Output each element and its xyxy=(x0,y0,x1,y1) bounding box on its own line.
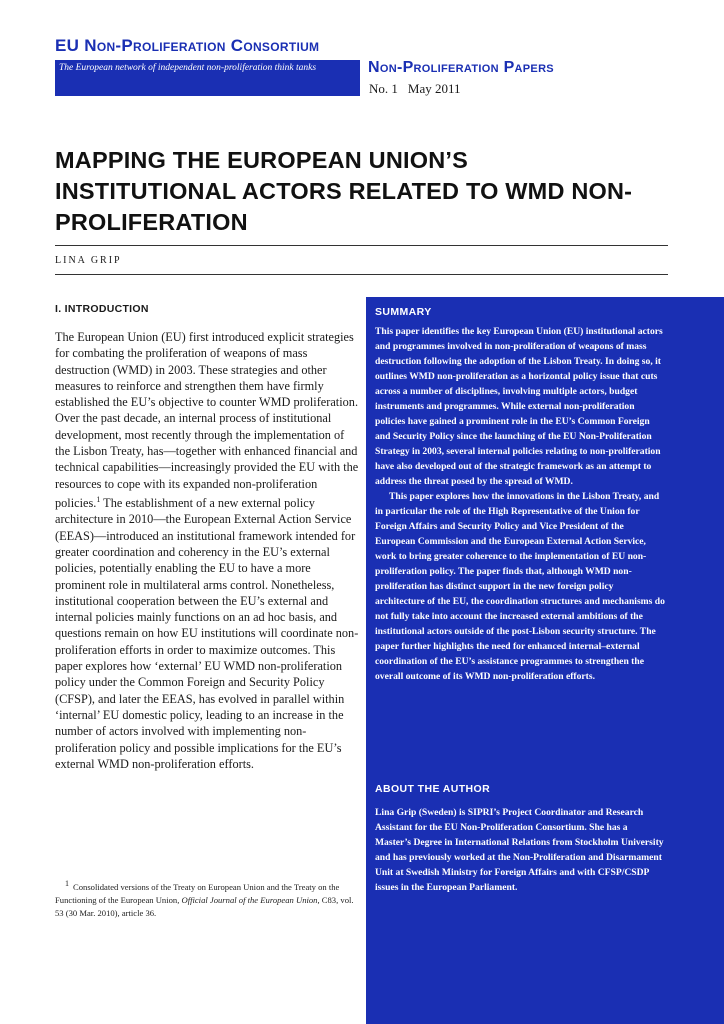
footnote-journal: Official Journal of the European Union xyxy=(181,895,318,905)
author-name: LINA GRIP xyxy=(55,255,122,266)
summary-heading: SUMMARY xyxy=(375,306,432,318)
paper-title: MAPPING THE EUROPEAN UNION’S INSTITUTIONAL ACTORS RELATED TO WMD NON-PROLIFERATION xyxy=(55,147,633,235)
issue-info xyxy=(369,81,461,97)
footnote-text-part2: , C83, vol. 53 (30 Mar. 2010), article 36. xyxy=(55,895,354,918)
summary-body xyxy=(375,324,665,684)
summary-paragraph-1: This paper identifies the key European Union (EU) institutional actors and programmes involved in non-proliferation of weapons of mass destruction following the adoption of the Lisbon Treaty. In doing so, it outlines WMD non-proliferation as a horizontal policy issue that cuts across a number of disciplines, involving multiple actors, budget instruments and programmes. While external non-proliferation policies have gained a prominent role in the EU’s Common Foreign and Security Policy since the launching of the EU Non-Proliferation Strategy in 2003, several internal policies relating to non-proliferation have also developed out of the strategic framework as an attempt to address the threat posed by the spread of WMD. xyxy=(375,326,663,487)
footnote-mark: 1 xyxy=(65,879,69,889)
about-author-heading: ABOUT THE AUTHOR xyxy=(375,783,491,795)
summary-paragraph-2: This paper explores how the innovations in the Lisbon Treaty, and in particular the role of the High Representative of the Union for Foreign Affairs and Security Policy and Vice President of the European Commission and the European External Action Service, work to bring greater coherence to the implementation of EU non-proliferation policy. The paper finds that, although WMD non-proliferation has distinct support in the new foreign policy architecture of the EU, the coordination structures and mechanisms do not fully take into account the increased external ambitions of the institutional actors outside of the post-Lisbon security structure. The paper further highlights the need for enhanced internal–external coordination of the EU’s assistance programmes to strengthen the overall outcome of its WMD non-proliferation efforts. xyxy=(375,491,665,682)
title-rule-bottom xyxy=(55,274,668,275)
issue-number: No. 1 xyxy=(369,81,398,96)
title-rule-top xyxy=(55,245,668,246)
introduction-text-part1: The European Union (EU) first introduced explicit strategies for combating the proliferation of weapons of mass destruction (WMD) in 2003. These strategies and other measures to reinforce and strengthen them have firmly established the EU’s objective to counter WMD proliferation. Over the past decade, an internal process of institutional development, most recently through the implementation of the Lisbon Treaty, has—together with enhanced financial and technical capabilities—increasingly provided the EU with the resources to cope with its expanded non-proliferation policies. xyxy=(55,330,359,511)
summary-panel xyxy=(366,297,724,1024)
series-title: Non-Proliferation Papers xyxy=(368,59,554,76)
consortium-name: EU Non-Proliferation Consortium xyxy=(55,36,320,55)
tagline-banner xyxy=(55,60,360,96)
footnote xyxy=(55,881,360,920)
about-author-body xyxy=(375,805,665,895)
footnote-reference[interactable]: 1 xyxy=(96,494,101,504)
about-author-text: Lina Grip (Sweden) is SIPRI’s Project Coordinator and Research Assistant for the EU Non-Proliferation Consortium. She has a Master’s Degree in International Relations from Stockholm University and has previously worked at the Non-Proliferation and Disarmament Unit at Swedish Ministry for Foreign Affairs and with CFSP/CSDP issues in the European Parliament. xyxy=(375,807,664,893)
issue-date: May 2011 xyxy=(407,81,461,96)
introduction-heading: I. INTRODUCTION xyxy=(55,303,149,315)
footnote-text-part1: Consolidated versions of the Treaty on European Union and the Treaty on the Functioning of the European Union, xyxy=(55,882,340,905)
introduction-text-part2: The establishment of a new external policy architecture in 2010—the European External Action Service (EEAS)—introduced an institutional framework intended for greater coordination and coherency in the EU’s external policies, potentially enabling the EU to have a more prominent role in multilateral arms control. Nonetheless, institutional cooperation between the EU’s external and internal policies mainly functions on an ad hoc basis, and questions remain on how EU institutions will coordinate non-proliferation efforts in order to maximize outcomes. This paper explores how ‘external’ EU WMD non-proliferation policy under the Common Foreign and Security Policy (CFSP), and later the EEAS, has evolved in parallel within ‘internal’ EU domestic policy, leading to an increase in the number of actors involved with implementing non-proliferation policy and possible implications for the EU’s external WMD non-proliferation efforts. xyxy=(55,496,359,771)
introduction-body xyxy=(55,329,360,772)
tagline: The European network of independent non-proliferation think tanks xyxy=(59,63,317,73)
